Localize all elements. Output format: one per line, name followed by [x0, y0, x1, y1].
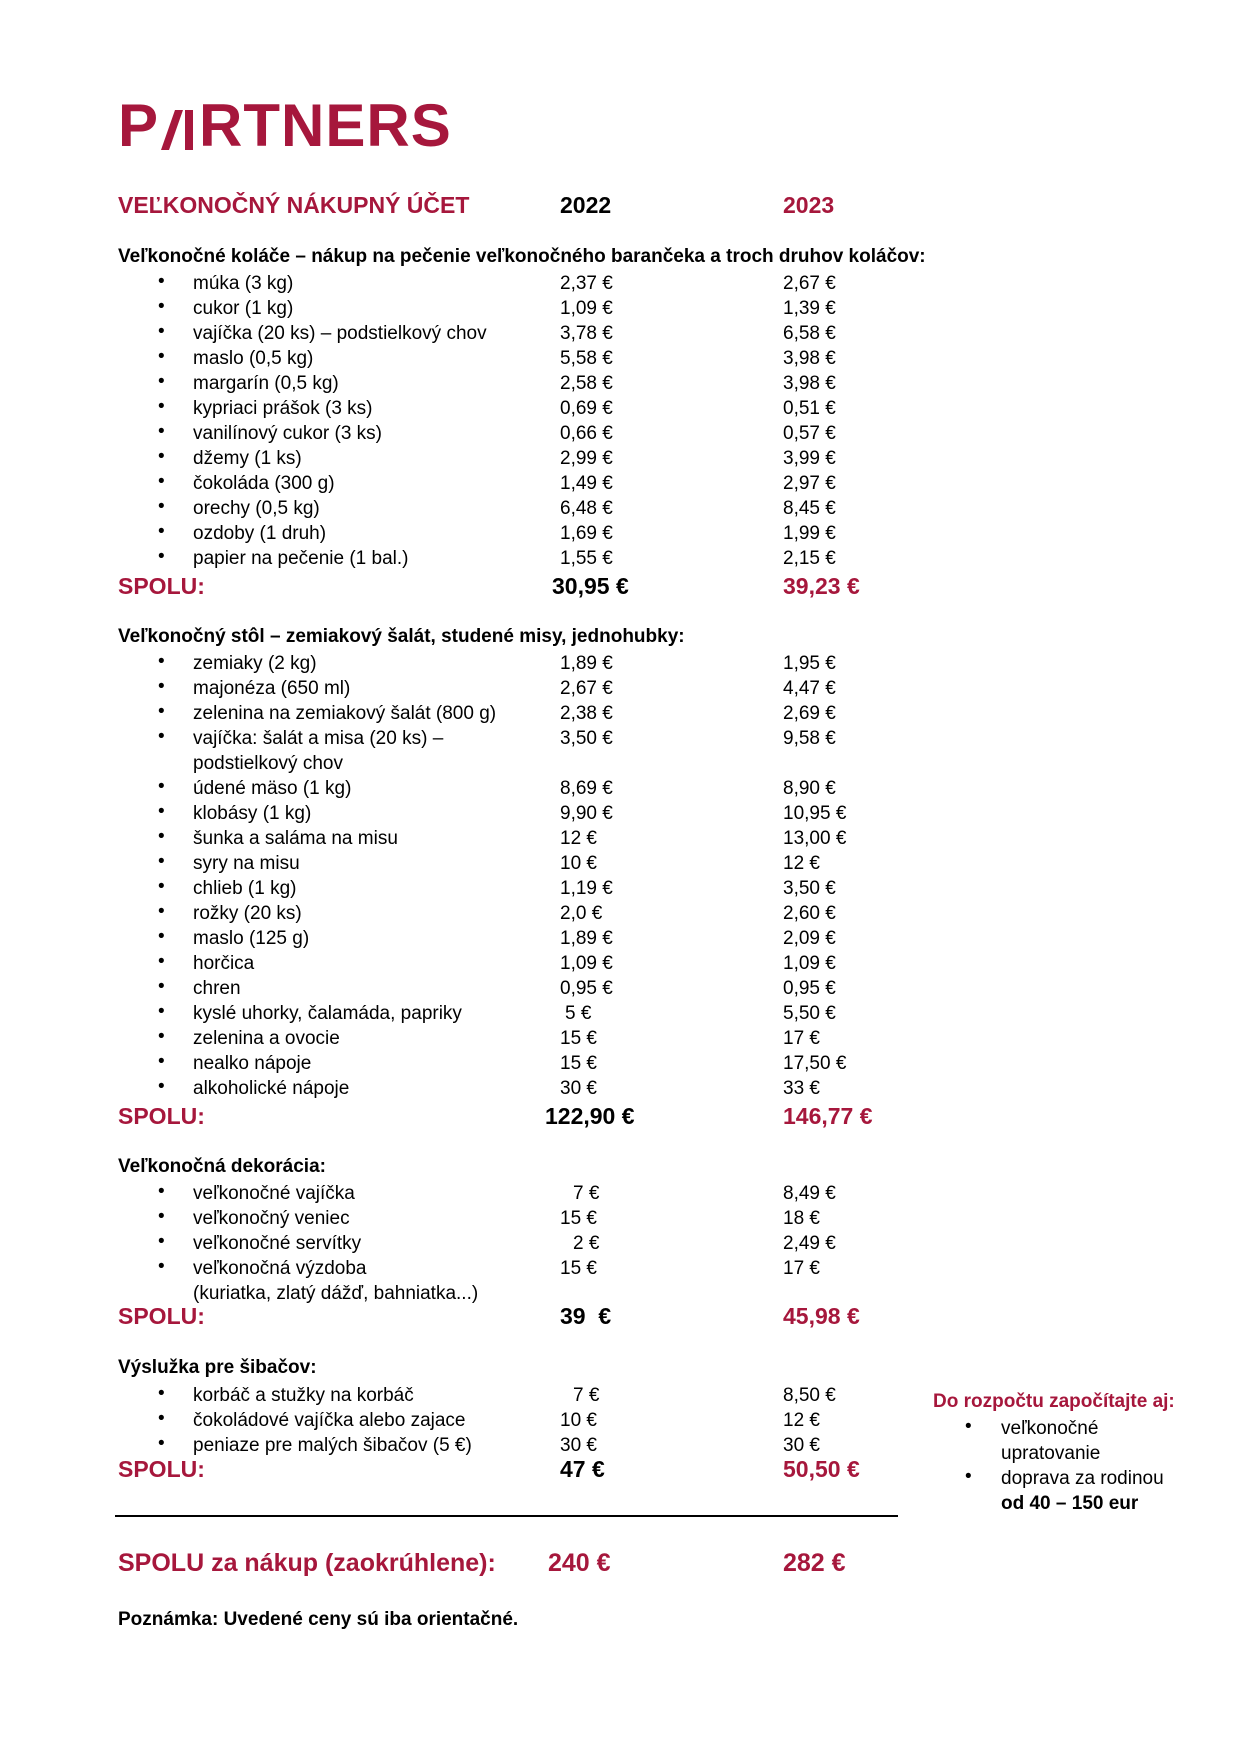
section-total-2022: 39 €: [560, 1303, 612, 1329]
section-total-2023: 39,23 €: [783, 573, 860, 599]
section-total-label: SPOLU:: [118, 1456, 205, 1482]
bullet-icon: •: [158, 1181, 165, 1202]
bullet-icon: •: [158, 926, 165, 947]
sidebar-item-upratovanie: veľkonočné: [1001, 1418, 1099, 1439]
bullet-icon: •: [158, 826, 165, 847]
bullet-icon: •: [158, 1026, 165, 1047]
bullet-icon: •: [158, 1076, 165, 1097]
bullet-icon: •: [158, 651, 165, 672]
bullet-icon: •: [158, 471, 165, 492]
sidebar-item-upratovanie-line2: upratovanie: [1001, 1443, 1101, 1464]
section-total-2023: 50,50 €: [783, 1456, 860, 1482]
section-total-2022: 122,90 €: [545, 1103, 635, 1129]
bullet-icon: •: [965, 1466, 972, 1487]
section-total-label: SPOLU:: [118, 1103, 205, 1129]
bullet-icon: •: [158, 396, 165, 417]
section-title-dekoracia: Veľkonočná dekorácia:: [118, 1156, 326, 1177]
bullet-icon: •: [158, 521, 165, 542]
logo-letters-rtners: RTNERS: [199, 92, 452, 159]
sidebar-title: Do rozpočtu započítajte aj:: [933, 1391, 1175, 1412]
bullet-icon: •: [965, 1416, 972, 1437]
bullet-icon: •: [158, 1256, 165, 1277]
bullet-icon: •: [158, 976, 165, 997]
year-2023-header: 2023: [783, 192, 835, 218]
bullet-icon: •: [158, 951, 165, 972]
bullet-icon: •: [158, 876, 165, 897]
grand-total-label: SPOLU za nákup (zaokrúhlene):: [118, 1549, 496, 1577]
bullet-icon: •: [158, 726, 165, 747]
section-total-2023: 146,77 €: [783, 1103, 873, 1129]
section-total-label: SPOLU:: [118, 573, 205, 599]
footnote: Poznámka: Uvedené ceny sú iba orientačné.: [118, 1609, 519, 1630]
sidebar-item-doprava: doprava za rodinou: [1001, 1468, 1164, 1489]
bullet-icon: •: [158, 296, 165, 317]
grand-total-2022: 240 €: [548, 1549, 611, 1577]
logo-letter-p: P: [118, 92, 160, 159]
section-total-2023: 45,98 €: [783, 1303, 860, 1329]
bullet-icon: •: [158, 901, 165, 922]
bullet-icon: •: [158, 1231, 165, 1252]
grand-total-2023: 282 €: [783, 1549, 846, 1577]
bullet-icon: •: [158, 321, 165, 342]
page-title: VEĽKONOČNÝ NÁKUPNÝ ÚČET: [118, 192, 470, 218]
bullet-icon: •: [158, 776, 165, 797]
bullet-icon: •: [158, 851, 165, 872]
bullet-icon: •: [158, 371, 165, 392]
bullet-icon: •: [158, 1206, 165, 1227]
bullet-icon: •: [158, 701, 165, 722]
bullet-icon: •: [158, 1383, 165, 1404]
bullet-icon: •: [158, 1433, 165, 1454]
bullet-icon: •: [158, 271, 165, 292]
section-total-2022: 30,95 €: [552, 573, 629, 599]
year-2022-header: 2022: [560, 192, 612, 218]
divider-line: [115, 1515, 898, 1517]
section-total-label: SPOLU:: [118, 1303, 205, 1329]
bullet-icon: •: [158, 446, 165, 467]
section-title-kolace: Veľkonočné koláče – nákup na pečenie veľkonočného barančeka a troch druhov koláčov:: [118, 246, 926, 267]
bullet-icon: •: [158, 1001, 165, 1022]
section-title-stol: Veľkonočný stôl – zemiakový šalát, studené misy, jednohubky:: [118, 626, 685, 647]
partners-logo: [118, 90, 452, 162]
logo-a-glyph: [159, 90, 199, 162]
bullet-icon: •: [158, 676, 165, 697]
bullet-icon: •: [158, 546, 165, 567]
bullet-icon: •: [158, 421, 165, 442]
bullet-icon: •: [158, 346, 165, 367]
bullet-icon: •: [158, 1408, 165, 1429]
bullet-icon: •: [158, 496, 165, 517]
section-total-2022: 47 €: [560, 1456, 605, 1482]
bullet-icon: •: [158, 1051, 165, 1072]
bullet-icon: •: [158, 801, 165, 822]
sidebar-item-doprava-amount: od 40 – 150 eur: [1001, 1493, 1139, 1514]
section-title-vysluzka: Výslužka pre šibačov:: [118, 1357, 317, 1378]
